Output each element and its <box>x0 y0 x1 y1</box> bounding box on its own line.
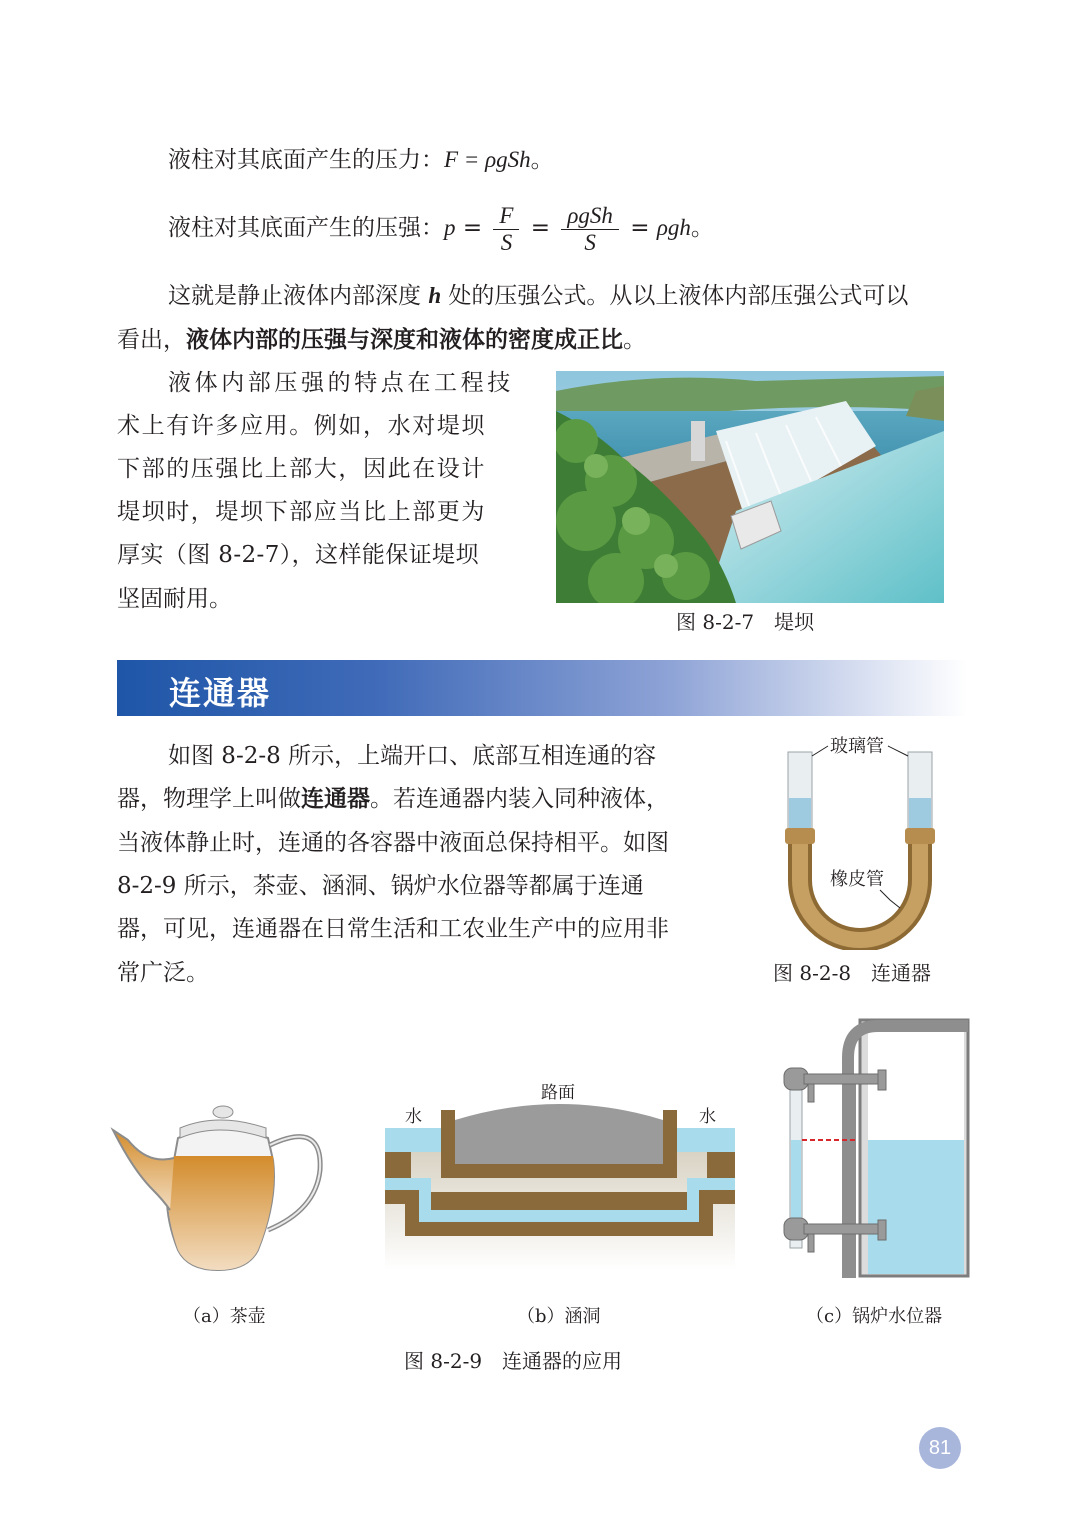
road-label: 路面 <box>541 1083 575 1103</box>
boiler-caption: （c）锅炉水位器 <box>806 1306 943 1327</box>
section-title: 连通器 <box>169 674 272 712</box>
force-label: 液柱对其底面产生的压力： <box>168 147 444 173</box>
pressure-end: 。 <box>690 215 714 241</box>
para3-line5: 器，可见，连通器在日常生活和工农业生产中的应用非 <box>117 916 669 942</box>
depth-symbol: h <box>428 283 442 308</box>
pressure-result: ρgh <box>656 215 691 240</box>
para2-line3: 下部的压强比上部大，因此在设计 <box>117 456 486 482</box>
force-formula: F = ρgSh <box>444 147 531 172</box>
equals-2: = <box>530 215 551 241</box>
pressure-symbol: p <box>444 215 456 240</box>
page-number: 81 <box>919 1427 961 1469</box>
para1-line2-end: 。 <box>623 327 646 353</box>
equals-1: = <box>462 215 483 241</box>
pressure-formula-line <box>168 202 714 256</box>
para3-line1: 如图 8-2-8 所示，上端开口、底部互相连通的容 <box>168 743 657 769</box>
glass-tube-label: 玻璃管 <box>830 736 884 757</box>
fraction-1-numerator: F <box>493 203 519 230</box>
fraction-2-numerator: ρgSh <box>561 203 619 230</box>
para2-line6: 坚固耐用。 <box>117 586 232 612</box>
para1-text-b: 处的压强公式。从以上液体内部压强公式可以 <box>448 283 909 309</box>
boiler-gauge-illustration <box>778 1018 970 1278</box>
para1-line2-start: 看出， <box>117 327 186 353</box>
para1-line1 <box>168 281 908 311</box>
fraction-2-denominator: S <box>584 229 596 255</box>
para3-line6: 常广泛。 <box>117 960 209 986</box>
teapot-illustration <box>108 1100 330 1275</box>
fraction-1-denominator: S <box>500 229 513 255</box>
pressure-label: 液柱对其底面产生的压强： <box>168 215 444 241</box>
para2-line4: 堤坝时，堤坝下部应当比上部更为 <box>117 499 486 525</box>
equals-3: = <box>630 215 650 241</box>
para2-line5: 厚实（图 8-2-7），这样能保证堤坝 <box>117 542 479 568</box>
para3-line4: 8-2-9 所示，茶壶、涵洞、锅炉水位器等都属于连通 <box>117 873 644 899</box>
term-connector: 连通器 <box>301 786 370 812</box>
culvert-caption: （b）涵洞 <box>517 1306 601 1327</box>
dam-caption: 图 8-2-7 堤坝 <box>676 610 815 634</box>
para3-line2 <box>117 784 669 814</box>
water-left-label: 水 <box>405 1107 422 1127</box>
para2-line1: 液体内部压强的特点在工程技 <box>168 370 514 396</box>
u-tube-illustration <box>770 730 970 950</box>
teapot-caption: （a）茶壶 <box>183 1306 266 1327</box>
force-end: 。 <box>530 147 554 173</box>
rubber-tube-label: 橡皮管 <box>830 869 884 890</box>
para1-line2 <box>117 325 646 355</box>
para1-text-a: 这就是静止液体内部深度 <box>168 283 421 309</box>
section-header <box>117 660 967 716</box>
key-conclusion: 液体内部的压强与深度和液体的密度成正比 <box>186 327 623 353</box>
fraction-rhogsh-over-s <box>561 203 619 256</box>
u-tube-caption: 图 8-2-8 连通器 <box>773 961 932 985</box>
para2-line2: 术上有许多应用。例如，水对堤坝 <box>117 413 486 439</box>
culvert-illustration <box>385 1080 735 1270</box>
water-right-label: 水 <box>699 1107 716 1127</box>
dam-illustration <box>556 371 944 603</box>
force-formula-line <box>168 145 554 175</box>
para3-line2-end: 。若连通器内装入同种液体， <box>370 786 669 812</box>
applications-caption: 图 8-2-9 连通器的应用 <box>404 1349 623 1373</box>
para3-line2-start: 器，物理学上叫做 <box>117 786 301 812</box>
fraction-f-over-s <box>493 203 519 256</box>
para3-line3: 当液体静止时，连通的各容器中液面总保持相平。如图 <box>117 830 669 856</box>
